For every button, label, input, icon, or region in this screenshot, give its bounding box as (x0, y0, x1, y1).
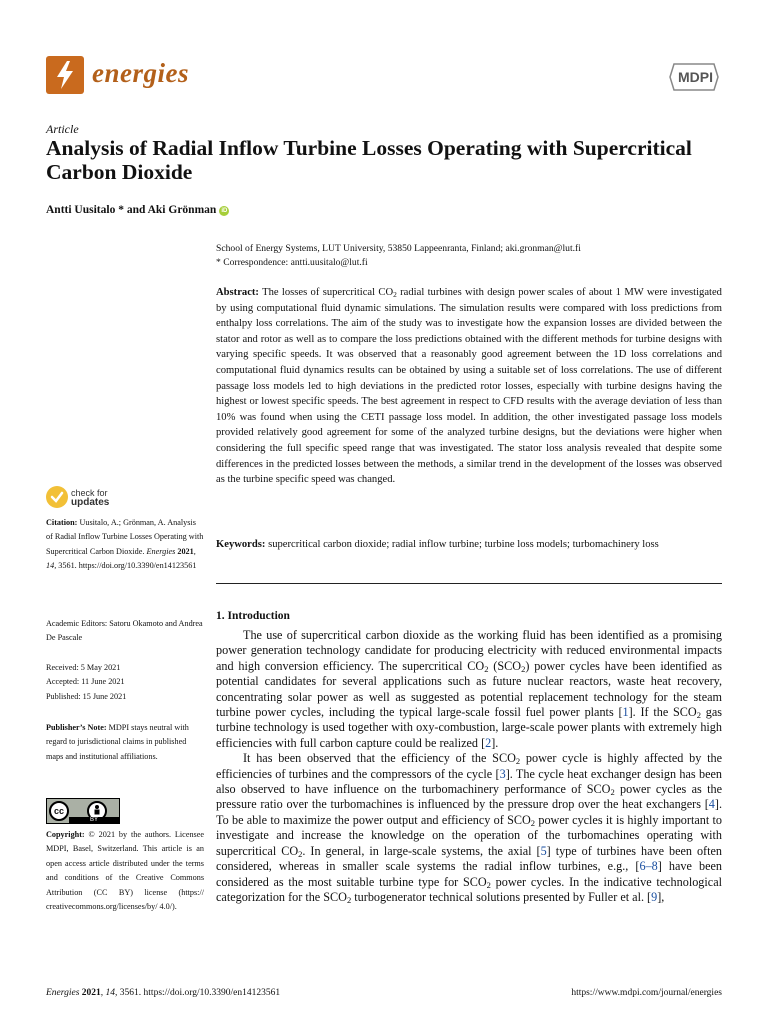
text-run: ], (657, 889, 665, 904)
text-run: gas turbine technology is used together with oxy-combustion, large-scale power plants with extremely high efficiencies with full carbon capture could be realized [ (216, 705, 723, 750)
publisher-note (46, 721, 204, 764)
orcid-icon[interactable]: iD (221, 208, 228, 214)
text-run: The use of supercritical carbon dioxide as the working fluid has been identified as a promising power generation technology candidate for producing electricity with reduced environmental impacts and high conversion efficiency. The supercritical CO (216, 628, 722, 673)
copyright-block (46, 828, 204, 914)
updates-label: check for (71, 488, 108, 498)
affiliation: School of Energy Systems, LUT University, 53850 Lappeenranta, Finland; aki.gronman@lut.fi (216, 243, 581, 254)
text-run: It has been observed that the efficiency of the SCO (243, 751, 516, 766)
body-text (216, 628, 722, 905)
journal-name[interactable]: energies (92, 58, 189, 88)
paragraph (216, 628, 722, 751)
publisher-note-text: MDPI stays neutral with regard to jurisdictional claims in published maps and institutional affiliations. (46, 723, 189, 761)
journal-header (46, 56, 722, 98)
section-heading: 1. Introduction (216, 610, 290, 622)
abstract (216, 285, 722, 488)
keywords (216, 537, 722, 553)
citation-doi[interactable]: 3561. https://doi.org/10.3390/en14123561 (56, 561, 197, 571)
keywords-text: supercritical carbon dioxide; radial inflow turbine; turbine loss models; turbomachinery loss (265, 539, 659, 550)
citation-link[interactable]: 2 (485, 735, 492, 750)
footer-journal: Energies (46, 988, 80, 998)
citation-year: 2021 (175, 546, 194, 556)
updates-label: updates (71, 497, 110, 508)
citation-block (46, 516, 204, 574)
accepted-date: Accepted: 11 June 2021 (46, 677, 125, 687)
author-list (46, 204, 229, 216)
check-updates-icon (46, 486, 68, 508)
text-run: (SCO (488, 658, 522, 673)
publisher-note-label: Publisher’s Note: (46, 723, 107, 732)
text-run: power cycles it is highly important to investigate and increase the knowledge on the operation of the turbomachines operating with supercritical CO (216, 812, 723, 858)
citation-journal: Energies (146, 546, 176, 556)
by-label: BY (69, 817, 119, 824)
article-title: Analysis of Radial Inflow Turbine Losses Operating with Supercritical Carbon Dioxide (46, 136, 692, 184)
footer-doi[interactable]: 3561. https://doi.org/10.3390/en14123561 (117, 988, 281, 998)
subscript: 2 (393, 289, 397, 299)
correspondence: * Correspondence: antti.uusitalo@lut.fi (216, 257, 368, 268)
subscript: 2 (298, 848, 303, 859)
keywords-label: Keywords: (216, 539, 266, 550)
abstract-text: The losses of supercritical CO (258, 287, 394, 298)
text-run: ] have been considered as the most suitable turbine type for SCO (216, 859, 722, 889)
text-run: ]. To be able to maximize the power output and efficiency of SCO (216, 797, 722, 827)
authors-text: Antti Uusitalo * and Aki Grönman (46, 204, 217, 216)
received-date: Received: 5 May 2021 (46, 663, 121, 672)
text-run: ] type of turbines have been often considered, whereas in smaller scale systems the radial inflow turbines, e.g., [ (216, 843, 722, 874)
check-for-updates-button[interactable] (46, 486, 166, 512)
citation-link[interactable]: 9 (651, 889, 658, 904)
text-run: ]. If the SCO (628, 705, 697, 720)
text-run: power cycles as the pressure ratio over the turbomachines is influenced by the pressure drop over the heat exchangers [ (216, 782, 722, 812)
citation-text: Uusitalo, A.; Grönman, A. Analysis of Radial Inflow Turbine Losses Operating with Supercritical Carbon Dioxide. (46, 518, 204, 556)
abstract-label: Abstract: (216, 287, 259, 298)
citation-link[interactable]: 3 (499, 766, 506, 781)
text-run: ]. The cycle heat exchanger design has been also observed to have influence on the turbomachinery performance of SCO (216, 766, 723, 797)
citation-link[interactable]: 6–8 (639, 859, 658, 874)
cc-by-license-icon[interactable] (46, 798, 120, 824)
text-run: power cycle is highly affected by the efficiencies of turbines and the compressors of the cycle [ (216, 751, 722, 781)
publisher-name: MDPI (678, 69, 713, 85)
affiliation-block (216, 242, 726, 270)
cc-icon: cc (49, 801, 69, 821)
text-run: power cycles. In the indicative technological categorization for the SCO (216, 874, 722, 904)
subscript: 2 (484, 663, 489, 674)
article-type: Article (46, 122, 79, 136)
paragraph (216, 751, 722, 905)
text-run: turbogenerator technical solutions presented by Fuller et al. [ (351, 889, 652, 904)
citation-link[interactable]: 5 (540, 843, 547, 858)
text-run: . In general, in large-scale systems, the axial [ (302, 843, 541, 858)
citation-link[interactable]: 1 (622, 705, 629, 720)
subscript: 2 (610, 787, 615, 798)
copyright-text: © 2021 by the authors. Licensee MDPI, Basel, Switzerland. This article is an open access article distributed under the terms and conditions of the Creative Commons Attribution (CC BY) license (https:// creativecommons.org/licenses/by/ 4.0/). (46, 830, 204, 912)
dates-block (46, 661, 204, 704)
mdpi-logo-icon[interactable] (668, 62, 720, 92)
text-run: ]. (491, 735, 499, 750)
copyright-label: Copyright: (46, 830, 85, 839)
subscript: 2 (515, 756, 521, 767)
abstract-text: radial turbines with design power scales of about 1 MW were investigated by using computational fluid dynamic simulations. The simulation results were compared with loss predictions from enthalpy loss correlations. The aim of the study was to investigate how the expansion losses are divided between the stator and rotor as well as to compare the loss predictions obtained with the different methods for turbine designs with varying specific speeds. It was observed that a reasonably good agreement between the 1D loss correlations and computational fluid dynamics results can be obtained by using a suitable set of loss correlations. The use of different passage loss models led to high deviations in the predicted rotor losses, especially with turbine designs having the highest or lowest specific speeds. The best agreement in respect to CFD results with the average deviation of less than 10% was found when using the CETI passage loss model. In addition, the other investigated passage loss models provided relatively good agreement for some of the analyzed turbine designs, but the deviations were higher when considering the full specific speed range that was investigated. The stator loss analysis revealed that despite some differences in the predicted losses between the methods, a similar trend in the development of the losses was observed as the turbine specific speed was changed. (216, 287, 722, 486)
subscript: 2 (486, 879, 491, 890)
editors: Academic Editors: Satoru Okamoto and Andrea De Pascale (46, 619, 203, 643)
footer-year: 2021 (79, 988, 101, 998)
citation-label: Citation: (46, 518, 78, 527)
subscript: 2 (346, 895, 352, 906)
citation-link[interactable]: 4 (708, 797, 715, 812)
text-run: ) power cycles have been identified as potential candidates for several applications such as future nuclear reactors, waste heat recovery, concentrating solar power as well as suggested as potential replacement technology for the steam turbine power cycles, including the typical large-scale fossil fuel power plants [ (216, 658, 722, 720)
subscript: 2 (530, 818, 536, 828)
subscript: 2 (696, 710, 701, 721)
footer-volume: , 14, (100, 988, 118, 998)
published-date: Published: 15 June 2021 (46, 691, 127, 701)
footer-url[interactable]: https://www.mdpi.com/journal/energies (571, 988, 722, 998)
citation-volume: , 14, (46, 546, 196, 571)
footer-citation (46, 988, 280, 998)
subscript: 2 (521, 663, 526, 674)
divider (216, 583, 722, 584)
energies-logo-icon (46, 56, 84, 94)
